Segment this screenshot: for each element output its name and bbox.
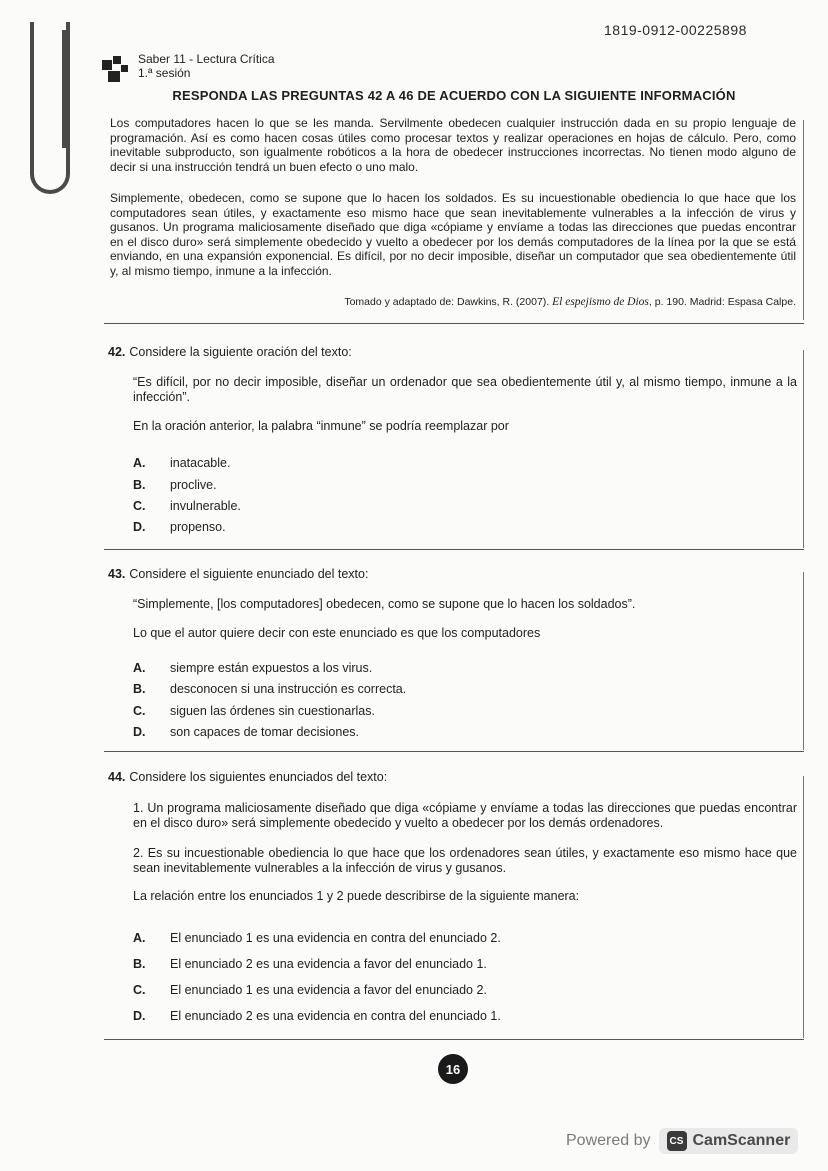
- question-42-divider: [104, 549, 804, 550]
- option-text: son capaces de tomar decisiones.: [170, 725, 359, 739]
- source-suffix: , p. 190. Madrid: Espasa Calpe.: [648, 296, 796, 308]
- exam-header: [138, 52, 275, 80]
- option-letter: C.: [133, 499, 146, 513]
- option-43-a[interactable]: [133, 661, 372, 675]
- option-letter: B.: [133, 478, 146, 492]
- question-44-divider: [104, 1039, 804, 1040]
- source-prefix: Tomado y adaptado de: Dawkins, R. (2007).: [344, 296, 550, 308]
- question-number: 42.: [108, 345, 126, 359]
- option-42-d[interactable]: [133, 520, 226, 534]
- option-text: propenso.: [170, 520, 226, 534]
- passage-divider: [104, 323, 804, 324]
- option-44-c[interactable]: [133, 983, 487, 997]
- option-43-b[interactable]: [133, 682, 406, 696]
- passage-source: [344, 296, 796, 308]
- passage-paragraph-1: Los computadores hacen lo que se les manda. Servilmente obedecen cualquier instrucción dada en su propio lenguaje de programación. Así es como hacen cosas útiles como procesar textos y realizar operaciones en hojas de cálculo. Pero, como inevitable subproducto, son igualmente robóticos a la hora de obedecer instrucciones incorrectas. No tienen modo alguno de decir si una instrucción tendrá un buen efecto o uno malo.: [110, 116, 796, 174]
- passage-paragraph-2: Simplemente, obedecen, como se supone que lo hacen los soldados. Es su incuestionable obediencia lo que hace que los computadores sean útiles, y exactamente eso mismo hace que sean inevitablemente vulnerables a la infección de virus y gusanos. Un programa maliciosamente diseñado que diga «cópiame y envíame a todas las direcciones que puedas encontrar en el disco duro» será simplemente obedecido y vuelto a obedecer por los demás computadores de la línea por la que se está enviando, en una expansión exponencial. Es difícil, por no decir imposible, diseñar un computador que sea obedientemente útil y, al mismo tiempo, inmune a la infección.: [110, 191, 796, 278]
- question-44-statement-1: 1. Un programa maliciosamente diseñado que diga «cópiame y envíame a todas las direcciones que puedas encontrar en el disco duro» será simplemente obedecido y vuelto a obedecer por los demás ordenadores.: [133, 801, 797, 830]
- option-letter: D.: [133, 1009, 146, 1023]
- question-44-border: [803, 776, 804, 1038]
- instruction-heading: RESPONDA LAS PREGUNTAS 42 A 46 DE ACUERDO CON LA SIGUIENTE INFORMACIÓN: [172, 88, 736, 103]
- question-43-prompt: [108, 567, 368, 581]
- question-prompt-text: Considere los siguientes enunciados del texto:: [129, 770, 388, 784]
- source-title: El espejismo de Dios: [552, 296, 649, 308]
- option-text: inatacable.: [170, 456, 231, 470]
- option-43-d[interactable]: [133, 725, 359, 739]
- option-text: El enunciado 1 es una evidencia en contra del enunciado 2.: [170, 931, 501, 945]
- option-44-a[interactable]: [133, 931, 501, 945]
- question-42-stem: En la oración anterior, la palabra “inmune” se podría reemplazar por: [133, 419, 509, 433]
- camscanner-badge: [659, 1128, 799, 1154]
- question-prompt-text: Considere la siguiente oración del texto:: [129, 345, 352, 359]
- exam-title: Saber 11 - Lectura Crítica: [138, 52, 275, 66]
- option-text: El enunciado 1 es una evidencia a favor del enunciado 2.: [170, 983, 487, 997]
- passage-border: [803, 120, 804, 320]
- question-42-prompt: [108, 345, 352, 359]
- icfes-logo-icon: [100, 54, 130, 84]
- option-letter: B.: [133, 957, 146, 971]
- option-42-a[interactable]: [133, 456, 230, 470]
- question-44-stem: La relación entre los enunciados 1 y 2 puede describirse de la siguiente manera:: [133, 889, 580, 903]
- option-43-c[interactable]: [133, 704, 375, 718]
- option-42-c[interactable]: [133, 499, 241, 513]
- page-number: 16: [438, 1054, 468, 1084]
- question-42-border: [803, 350, 804, 548]
- option-text: siempre están expuestos a los virus.: [170, 661, 373, 675]
- option-42-b[interactable]: [133, 478, 217, 492]
- option-text: El enunciado 2 es una evidencia en contra del enunciado 1.: [170, 1009, 501, 1023]
- watermark-powered-text: Powered by: [566, 1132, 651, 1149]
- camscanner-brand: CamScanner: [692, 1132, 791, 1149]
- option-letter: C.: [133, 983, 146, 997]
- question-number: 43.: [108, 567, 126, 581]
- question-42-quote: “Es difícil, por no decir imposible, diseñar un ordenador que sea obedientemente útil y, al mismo tiempo, inmune a la infección”.: [133, 375, 797, 404]
- question-44-prompt: [108, 770, 387, 784]
- camscanner-logo-icon: CS: [667, 1131, 687, 1151]
- question-43-stem: Lo que el autor quiere decir con este enunciado es que los computadores: [133, 626, 541, 640]
- exam-session: 1.ª sesión: [138, 66, 191, 80]
- option-letter: D.: [133, 520, 146, 534]
- option-text: proclive.: [170, 478, 217, 492]
- option-text: invulnerable.: [170, 499, 241, 513]
- option-44-d[interactable]: [133, 1009, 501, 1023]
- option-letter: A.: [133, 661, 146, 675]
- paper-clip-inner: [62, 30, 70, 148]
- question-43-quote: “Simplemente, [los computadores] obedecen, como se supone que lo hacen los soldados”.: [133, 597, 636, 611]
- question-43-divider: [104, 751, 804, 752]
- option-text: siguen las órdenes sin cuestionarlas.: [170, 704, 375, 718]
- option-letter: A.: [133, 931, 146, 945]
- question-prompt-text: Considere el siguiente enunciado del texto:: [129, 567, 369, 581]
- question-number: 44.: [108, 770, 126, 784]
- question-43-border: [803, 572, 804, 750]
- option-letter: C.: [133, 704, 146, 718]
- option-text: El enunciado 2 es una evidencia a favor del enunciado 1.: [170, 957, 487, 971]
- option-letter: D.: [133, 725, 146, 739]
- option-text: desconocen si una instrucción es correcta.: [170, 682, 407, 696]
- document-code: 1819-0912-00225898: [604, 22, 747, 38]
- question-44-statement-2: 2. Es su incuestionable obediencia lo que hace que los ordenadores sean útiles, y exactamente eso mismo hace que sean inevitablemente vulnerables a la infección de virus y gusanos.: [133, 846, 797, 875]
- option-letter: A.: [133, 456, 146, 470]
- camscanner-watermark: [566, 1124, 798, 1158]
- option-44-b[interactable]: [133, 957, 487, 971]
- option-letter: B.: [133, 682, 146, 696]
